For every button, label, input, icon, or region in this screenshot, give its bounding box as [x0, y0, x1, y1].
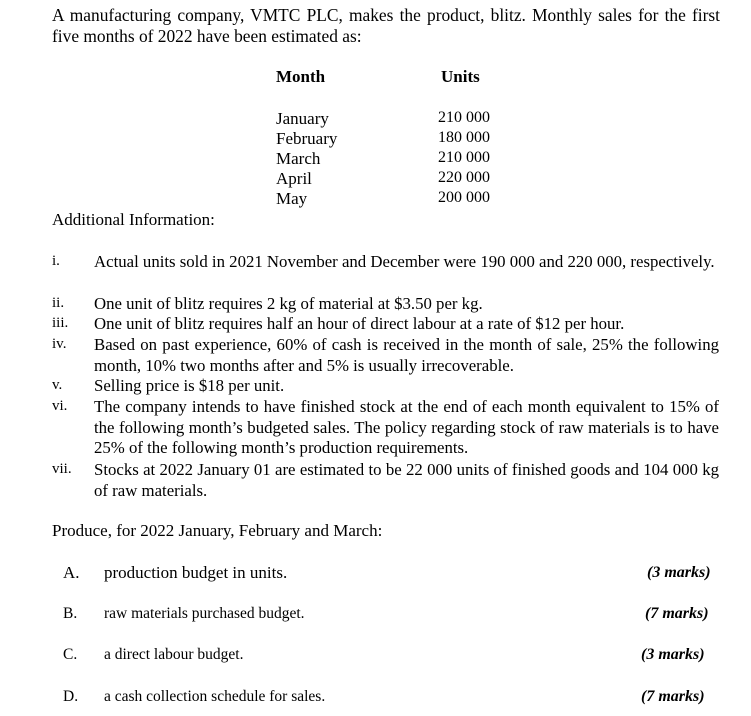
table-cell-units: 200 000: [438, 189, 490, 206]
table-cell-month: April: [276, 169, 312, 188]
info-item: One unit of blitz requires half an hour of direct labour at a rate of $12 per hour.: [94, 314, 625, 333]
table-header-month: Month: [276, 67, 326, 86]
produce-heading: Produce, for 2022 January, February and March:: [52, 521, 383, 540]
table-cell-units: 210 000: [438, 109, 490, 126]
additional-info-heading: Additional Information:: [52, 210, 215, 229]
info-item: Based on past experience, 60% of cash is received in the month of sale, 25% the following month, 10% two months after and 5% is usually irrecoverable.: [94, 335, 719, 375]
info-item: The company intends to have finished stock at the end of each month equivalent to 15% of the following month’s budgeted sales. The policy regarding stock of raw materials is to have 25% of the following month’s production requirements.: [94, 397, 719, 457]
table-cell-units: 180 000: [438, 129, 490, 146]
question-text: a cash collection schedule for sales.: [104, 688, 326, 705]
info-number: ii.: [52, 295, 65, 311]
question-marks: (3 marks): [647, 564, 711, 581]
intro-paragraph: A manufacturing company, VMTC PLC, makes the product, blitz. Monthly sales for the first five months of 2022 have been estimated as:: [52, 5, 720, 46]
question-text: raw materials purchased budget.: [104, 605, 305, 622]
info-item: Selling price is $18 per unit.: [94, 376, 285, 395]
table-cell-month: May: [276, 189, 308, 208]
info-item: One unit of blitz requires 2 kg of material at $3.50 per kg.: [94, 294, 483, 313]
question-letter: C.: [63, 646, 78, 663]
question-marks: (3 marks): [641, 646, 705, 663]
info-number: iii.: [52, 315, 69, 331]
question-letter: D.: [63, 688, 79, 705]
table-cell-month: February: [276, 129, 338, 148]
question-letter: B.: [63, 605, 78, 622]
info-number: vi.: [52, 398, 68, 414]
info-number: iv.: [52, 336, 67, 352]
table-cell-units: 220 000: [438, 169, 490, 186]
table-cell-month: January: [276, 109, 329, 128]
table-header-units: Units: [441, 67, 480, 86]
info-number: vii.: [52, 461, 72, 477]
table-cell-month: March: [276, 149, 321, 168]
question-marks: (7 marks): [645, 605, 709, 622]
info-number: v.: [52, 377, 63, 393]
question-text: a direct labour budget.: [104, 646, 244, 663]
question-marks: (7 marks): [641, 688, 705, 705]
info-number: i.: [52, 253, 60, 269]
question-text: production budget in units.: [104, 563, 288, 582]
table-cell-units: 210 000: [438, 149, 490, 166]
info-item: Actual units sold in 2021 November and December were 190 000 and 220 000, respectively.: [94, 252, 715, 271]
info-item: Stocks at 2022 January 01 are estimated to be 22 000 units of finished goods and 104 000 kg of raw materials.: [94, 460, 719, 500]
question-letter: A.: [63, 563, 80, 582]
